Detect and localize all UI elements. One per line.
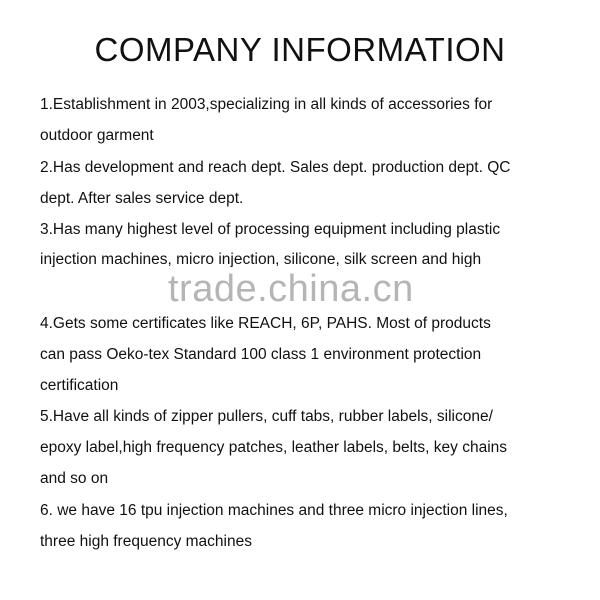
watermark: trade.china.cn <box>168 268 414 310</box>
item-5-line-2: epoxy label,high frequency patches, leather labels, belts, key chains <box>40 439 508 456</box>
item-1-line-2: outdoor garment <box>40 127 154 144</box>
item-3-line-2-clipped <box>40 250 580 267</box>
item-4-line-1: 4.Gets some certificates like REACH, 6P, PAHS. Most of products <box>40 315 491 332</box>
item-3-line-2: injection machines, micro injection, silicone, silk screen and high <box>40 251 482 267</box>
item-2-line-2: dept. After sales service dept. <box>40 190 244 207</box>
item-2-line-1: 2.Has development and reach dept. Sales dept. production dept. QC <box>40 159 511 176</box>
item-6-line-2: three high frequency machines <box>40 533 252 550</box>
item-6-line-1: 6. we have 16 tpu injection machines and three micro injection lines, <box>40 502 508 519</box>
item-1-line-1: 1.Establishment in 2003,specializing in all kinds of accessories for <box>40 96 493 113</box>
page-title: COMPANY INFORMATION <box>94 31 506 68</box>
item-4-line-3: certification <box>40 377 119 394</box>
item-4-line-2: can pass Oeko-tex Standard 100 class 1 environment protection <box>40 346 482 363</box>
item-3-line-1: 3.Has many highest level of processing equipment including plastic <box>40 221 501 238</box>
item-5-line-1: 5.Have all kinds of zipper pullers, cuff tabs, rubber labels, silicone/ <box>40 408 493 425</box>
item-5-line-3: and so on <box>40 470 109 487</box>
